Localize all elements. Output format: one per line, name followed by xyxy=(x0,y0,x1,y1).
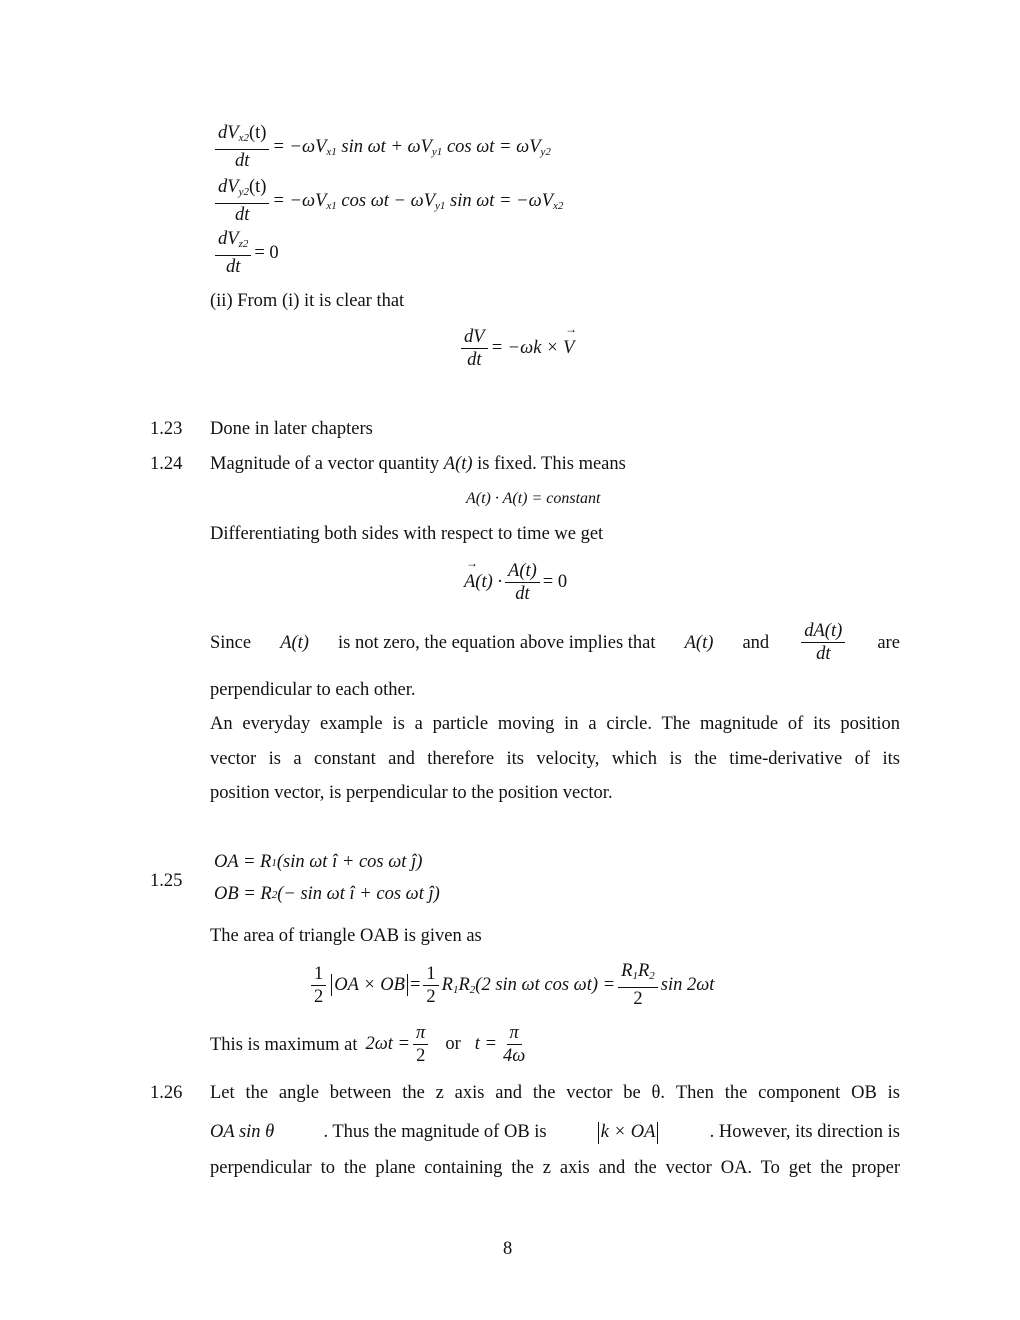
section-1-25-maximum-line: This is maximum at 2ωt = $\frac{\pi}{2}$ or t = $\frac{\pi}{4\omega}$ xyxy=(210,1023,526,1066)
section-1-24-para-line3: position vector, is perpendicular to the position vector. xyxy=(210,783,613,803)
section-1-24-intro: Magnitude of a vector quantity A(t) is fixed. This means xyxy=(210,454,626,474)
part-ii-text: (ii) From (i) it is clear that xyxy=(210,291,405,311)
equation-a-dot-a: A(t) · A(t) = constant xyxy=(466,490,601,507)
equation-ob: OB = R 2 (− sin ωt î + cos ωt ĵ) xyxy=(214,884,440,904)
equation-a-dot-derivative: → A(t) · $\frac{A(t)}{dt}$ = 0 xyxy=(464,560,567,605)
section-1-26-line3: perpendicular to the plane containing the z axis and the vector OA. To get the proper xyxy=(210,1158,900,1178)
equation-dvy2: $\frac{dV_{y2}(t)}{dt}$ = $-\omega V_{x1}$ $\cos \omega t - \omega V_{y1}$ $\sin \omega t = -\omega V_{x2}$ xyxy=(212,176,563,226)
section-1-24-para-line2: vector is a constant and therefore its velocity, which is the time-derivative of its xyxy=(210,749,900,769)
section-1-25-area-text: The area of triangle OAB is given as xyxy=(210,926,482,946)
equation-dv-dt-cross: $\frac{dV}{dt}$ = −ωk × → V xyxy=(458,326,574,371)
section-1-26-line1: Let the angle between the z axis and the vector be θ. Then the component OB is xyxy=(210,1083,900,1103)
section-1-24-since-line: Since A(t) is not zero, the equation above implies that A(t) and $\frac{dA(t)}{dt}$ are xyxy=(210,621,900,664)
equation-dvz2: $\frac{dV_{z2}}{dt}$ = 0 xyxy=(212,228,279,278)
section-1-24-differentiating: Differentiating both sides with respect to time we get xyxy=(210,524,604,544)
equation-area: $\frac{1}{2}$ OA × OB = $\frac{1}{2}$ $R_1R_2(2$ sin ωt cos ωt) = $\frac{R_1R_2}{2}$ sin 2ωt xyxy=(308,960,714,1010)
section-1-23-text: Done in later chapters xyxy=(210,419,373,439)
section-number-1-24: 1.24 xyxy=(150,454,183,474)
equation-dvx2: $\frac{dV_{x2}(t)}{dt}$ = $-\omega V_{x1}$ $\sin \omega t + \omega V_{y1}$ $\cos \omega t = \omega V_{y2}$ xyxy=(212,122,551,172)
section-1-24-perpendicular: perpendicular to each other. xyxy=(210,680,416,700)
section-1-24-para-line1: An everyday example is a particle moving in a circle. The magnitude of its position xyxy=(210,714,900,734)
equation-oa: OA = R 1 (sin ωt î + cos ωt ĵ) xyxy=(214,852,423,872)
page-number: 8 xyxy=(503,1239,513,1259)
section-number-1-25: 1.25 xyxy=(150,871,183,891)
section-number-1-26: 1.26 xyxy=(150,1083,183,1103)
section-number-1-23: 1.23 xyxy=(150,419,183,439)
section-1-26-line2: OA sin θ . Thus the magnitude of OB is k × OA . However, its direction is xyxy=(210,1122,900,1143)
